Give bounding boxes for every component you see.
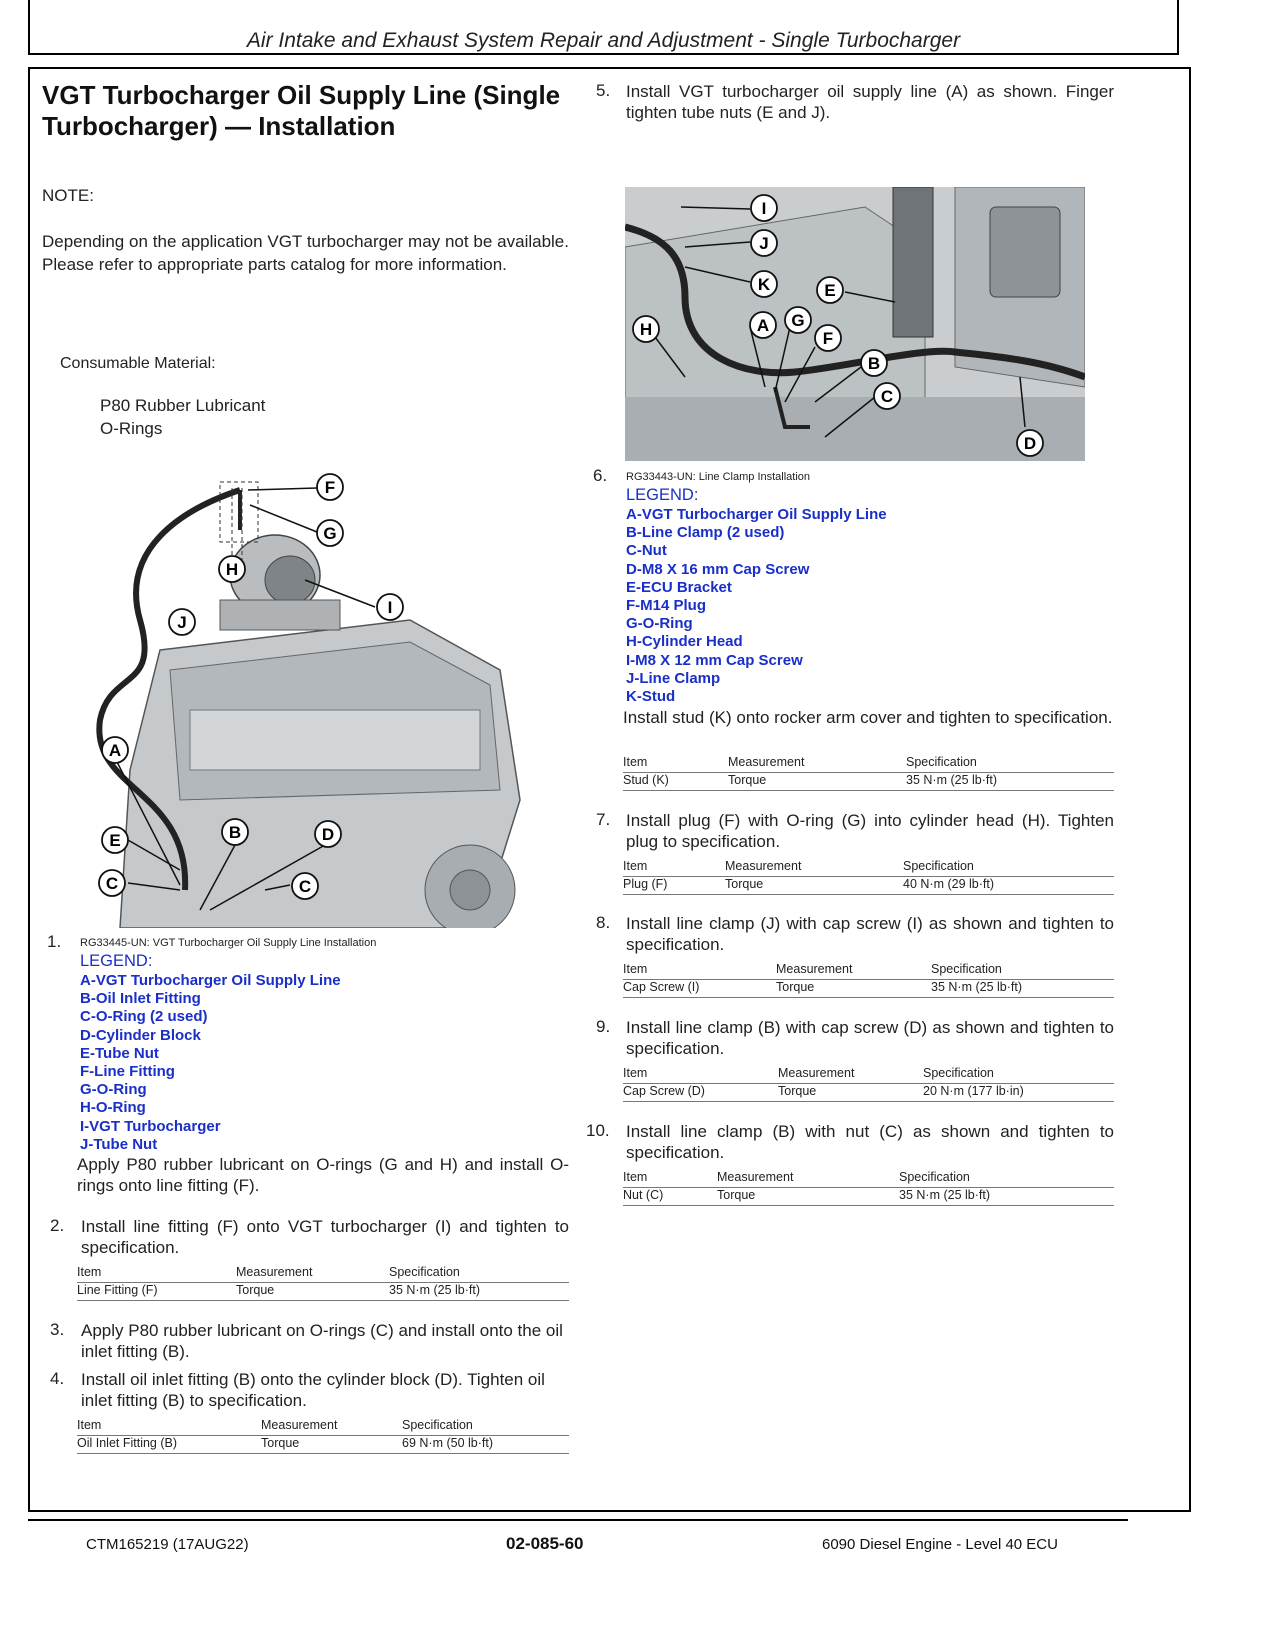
spec-table: Item Measurement Specification Line Fitting (F) Torque 35 N·m (25 lb·ft)	[77, 1265, 569, 1301]
step-number: 4.	[50, 1369, 65, 1388]
callout-F	[815, 325, 841, 351]
svg-text:D: D	[1023, 434, 1037, 453]
callout-H	[219, 556, 245, 582]
callout-E	[817, 277, 843, 303]
svg-text:I: I	[761, 199, 767, 218]
step-number: 7.	[596, 810, 611, 829]
legend-item: F-Line Fitting	[80, 1063, 175, 1081]
svg-text:J: J	[177, 613, 187, 632]
legend-item: A-VGT Turbocharger Oil Supply Line	[80, 972, 341, 989]
callout-A	[750, 312, 776, 338]
step-text: Install line clamp (J) with cap screw (I) as shown and tighten to specification.	[626, 914, 1114, 954]
step-text: Install plug (F) with O-ring (G) into cylinder head (H). Tighten plug to specification.	[626, 811, 1114, 851]
callout-B	[222, 819, 248, 845]
legend-title: LEGEND:	[80, 952, 153, 970]
svg-text:F: F	[822, 329, 834, 348]
figure-legend	[80, 972, 341, 1154]
legend-item: G-O-Ring	[80, 1081, 147, 1099]
note-text: Depending on the application VGT turbocharger may not be available. Please refer to appropriate parts catalog for more information.	[42, 232, 569, 274]
svg-text:G: G	[791, 311, 805, 330]
callout-H	[633, 316, 659, 342]
legend-item: J-Tube Nut	[80, 1135, 158, 1153]
step-number: 8.	[596, 913, 611, 932]
legend-item: C-Nut	[626, 542, 667, 560]
svg-text:K: K	[757, 275, 771, 294]
step-text: Apply P80 rubber lubricant on O-rings (C) and install onto the oil inlet fitting (B).	[81, 1321, 563, 1361]
svg-text:F: F	[324, 478, 336, 497]
callout-B	[861, 350, 887, 376]
step-text: Install line fitting (F) onto VGT turbocharger (I) and tighten to specification.	[81, 1217, 569, 1257]
legend-item: G-O-Ring	[626, 615, 693, 633]
legend-item: D-Cylinder Block	[80, 1026, 201, 1044]
step-text: Install oil inlet fitting (B) onto the cylinder block (D). Tighten oil inlet fitting (B) to specification.	[81, 1370, 545, 1410]
callout-C	[292, 873, 318, 899]
footer-product: 6090 Diesel Engine - Level 40 ECU	[822, 1536, 1058, 1553]
section-title: VGT Turbocharger Oil Supply Line (Single Turbocharger) — Installation	[42, 80, 561, 141]
svg-text:G: G	[323, 524, 337, 543]
consumable-item: P80 Rubber Lubricant	[100, 396, 266, 415]
legend-item: A-VGT Turbocharger Oil Supply Line	[626, 506, 887, 523]
spec-table: Item Measurement Specification Stud (K) Torque 35 N·m (25 lb·ft)	[623, 755, 1114, 791]
spec-table: Item Measurement Specification Oil Inlet Fitting (B) Torque 69 N·m (50 lb·ft)	[77, 1418, 569, 1454]
callout-A	[102, 737, 128, 763]
svg-text:A: A	[108, 741, 122, 760]
consumables-label: Consumable Material:	[60, 355, 216, 372]
callout-I	[377, 594, 403, 620]
legend-item: K-Stud	[626, 688, 676, 706]
figure-caption: RG33445-UN: VGT Turbocharger Oil Supply Line Installation	[80, 937, 377, 949]
step-number: 5.	[596, 81, 611, 100]
callout-G	[785, 307, 811, 333]
step-number: 2.	[50, 1216, 65, 1235]
step-text: Install VGT turbocharger oil supply line (A) as shown. Finger tighten tube nuts (E and J).	[626, 82, 1114, 122]
callout-K	[751, 271, 777, 297]
svg-text:B: B	[867, 354, 881, 373]
note-label: NOTE:	[42, 186, 94, 205]
spec-table: Item Measurement Specification Cap Screw (D) Torque 20 N·m (177 lb·in)	[623, 1066, 1114, 1102]
spec-table: Item Measurement Specification Plug (F) Torque 40 N·m (29 lb·ft)	[623, 859, 1114, 895]
step-text: Install line clamp (B) with cap screw (D) as shown and tighten to specification.	[626, 1018, 1114, 1058]
svg-text:C: C	[105, 874, 119, 893]
svg-text:E: E	[109, 831, 121, 850]
legend-item: F-M14 Plug	[626, 597, 707, 615]
step-text: Apply P80 rubber lubricant on O-rings (G and H) and install O-rings onto line fitting (F).	[77, 1155, 569, 1195]
step-text: Install line clamp (B) with nut (C) as shown and tighten to specification.	[626, 1122, 1114, 1162]
footer-doc-id: CTM165219 (17AUG22)	[86, 1536, 249, 1553]
legend-title: LEGEND:	[626, 486, 699, 504]
callout-I	[751, 195, 777, 221]
svg-text:J: J	[759, 234, 769, 253]
legend-item: D-M8 X 16 mm Cap Screw	[626, 560, 810, 578]
legend-item: I-M8 X 12 mm Cap Screw	[626, 651, 803, 669]
callout-J	[751, 230, 777, 256]
legend-item: E-ECU Bracket	[626, 578, 732, 596]
callout-E	[102, 827, 128, 853]
step-number: 6.	[593, 466, 608, 485]
svg-text:E: E	[824, 281, 836, 300]
svg-text:D: D	[321, 825, 335, 844]
step-number: 10.	[586, 1121, 610, 1140]
svg-text:I: I	[387, 598, 393, 617]
step-text: Install stud (K) onto rocker arm cover and tighten to specification.	[623, 708, 1113, 727]
spec-table: Item Measurement Specification Cap Screw (I) Torque 35 N·m (25 lb·ft)	[623, 962, 1114, 998]
callout-F	[317, 474, 343, 500]
figure-caption: RG33443-UN: Line Clamp Installation	[626, 471, 811, 483]
svg-text:H: H	[225, 560, 239, 579]
legend-item: C-O-Ring (2 used)	[80, 1008, 208, 1026]
step-number: 9.	[596, 1017, 611, 1036]
consumable-item: O-Rings	[100, 419, 163, 438]
figure-turbo-oil-line	[80, 470, 540, 928]
svg-text:H: H	[639, 320, 653, 339]
svg-text:C: C	[880, 387, 894, 406]
step-number: 3.	[50, 1320, 65, 1339]
legend-item: B-Oil Inlet Fitting	[80, 990, 201, 1008]
legend-item: J-Line Clamp	[626, 669, 721, 687]
figure-legend	[626, 506, 887, 706]
header-title: Air Intake and Exhaust System Repair and Adjustment - Single Turbocharger	[246, 29, 961, 52]
callout-D	[315, 821, 341, 847]
figure-line-clamp	[625, 187, 1085, 461]
footer-page-number: 02-085-60	[506, 1534, 584, 1553]
callout-C	[99, 870, 125, 896]
legend-item: I-VGT Turbocharger	[80, 1117, 221, 1135]
legend-item: H-O-Ring	[80, 1099, 146, 1117]
legend-item: B-Line Clamp (2 used)	[626, 524, 785, 542]
legend-item: E-Tube Nut	[80, 1044, 159, 1062]
callout-D	[1017, 430, 1043, 456]
callout-C	[874, 383, 900, 409]
callout-G	[317, 520, 343, 546]
svg-text:C: C	[298, 877, 312, 896]
legend-item: H-Cylinder Head	[626, 633, 743, 651]
svg-text:A: A	[756, 316, 770, 335]
footer-rule	[28, 1519, 1128, 1521]
callout-J	[169, 609, 195, 635]
step-number: 1.	[47, 932, 62, 951]
spec-table: Item Measurement Specification Nut (C) Torque 35 N·m (25 lb·ft)	[623, 1170, 1114, 1206]
svg-text:B: B	[228, 823, 242, 842]
